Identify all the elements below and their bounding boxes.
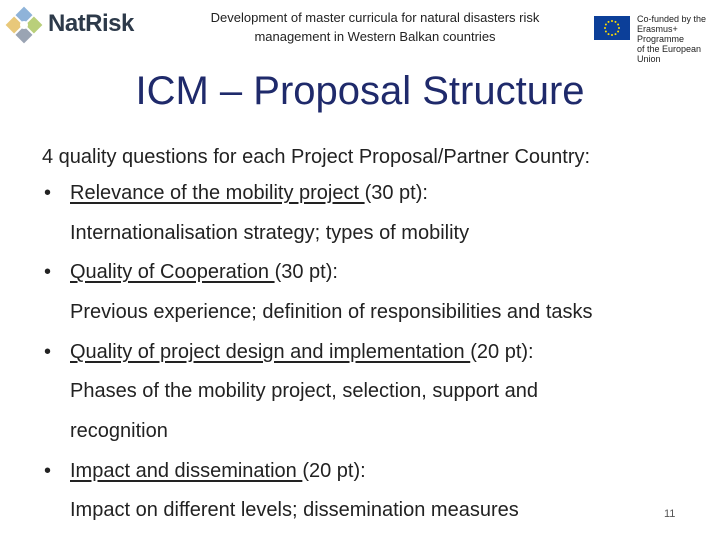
criterion-detail: Impact on different levels; dissemination measures <box>70 499 519 521</box>
bullet-icon: • <box>44 261 52 283</box>
criterion-detail: Phases of the mobility project, selection, support and <box>70 380 539 402</box>
criterion-detail: recognition <box>70 420 168 442</box>
criterion-heading: Relevance of the mobility project <box>70 182 365 204</box>
project-header <box>170 8 580 46</box>
criterion-points: (30 pt): <box>364 182 428 204</box>
criterion-heading: Quality of project design and implementation <box>70 341 471 363</box>
criterion-points: (30 pt): <box>274 261 338 283</box>
header-line-1: Development of master curricula for natural disasters risk <box>210 10 540 25</box>
intro-text: 4 quality questions for each Project Proposal/Partner Country: <box>42 146 591 168</box>
bullet-icon: • <box>44 182 52 204</box>
header-line-2: management in Western Balkan countries <box>254 29 496 44</box>
criterion-design <box>70 339 534 365</box>
eu-flag-icon <box>594 16 630 40</box>
logo-wordmark: NatRisk <box>48 10 134 37</box>
page-number: 11 <box>664 508 676 520</box>
eu-line-3: of the European Union <box>637 44 702 64</box>
criterion-heading: Impact and dissemination <box>70 460 303 482</box>
bullet-icon: • <box>44 460 52 482</box>
criterion-detail: Previous experience; definition of responsibilities and tasks <box>70 301 593 323</box>
criterion-cooperation <box>70 259 338 285</box>
criterion-detail: Internationalisation strategy; types of mobility <box>70 222 470 244</box>
criterion-relevance <box>70 180 428 206</box>
slide-title: ICM – Proposal Structure <box>135 69 585 113</box>
eu-line-2: Erasmus+ Programme <box>637 24 685 44</box>
eu-line-1: Co-funded by the <box>637 14 707 24</box>
criterion-points: (20 pt): <box>470 341 534 363</box>
criterion-impact <box>70 458 366 484</box>
bullet-icon: • <box>44 341 52 363</box>
criterion-heading: Quality of Cooperation <box>70 261 275 283</box>
criterion-points: (20 pt): <box>302 460 366 482</box>
natrisk-logo <box>4 2 134 48</box>
eu-cofunding-label <box>637 14 719 64</box>
